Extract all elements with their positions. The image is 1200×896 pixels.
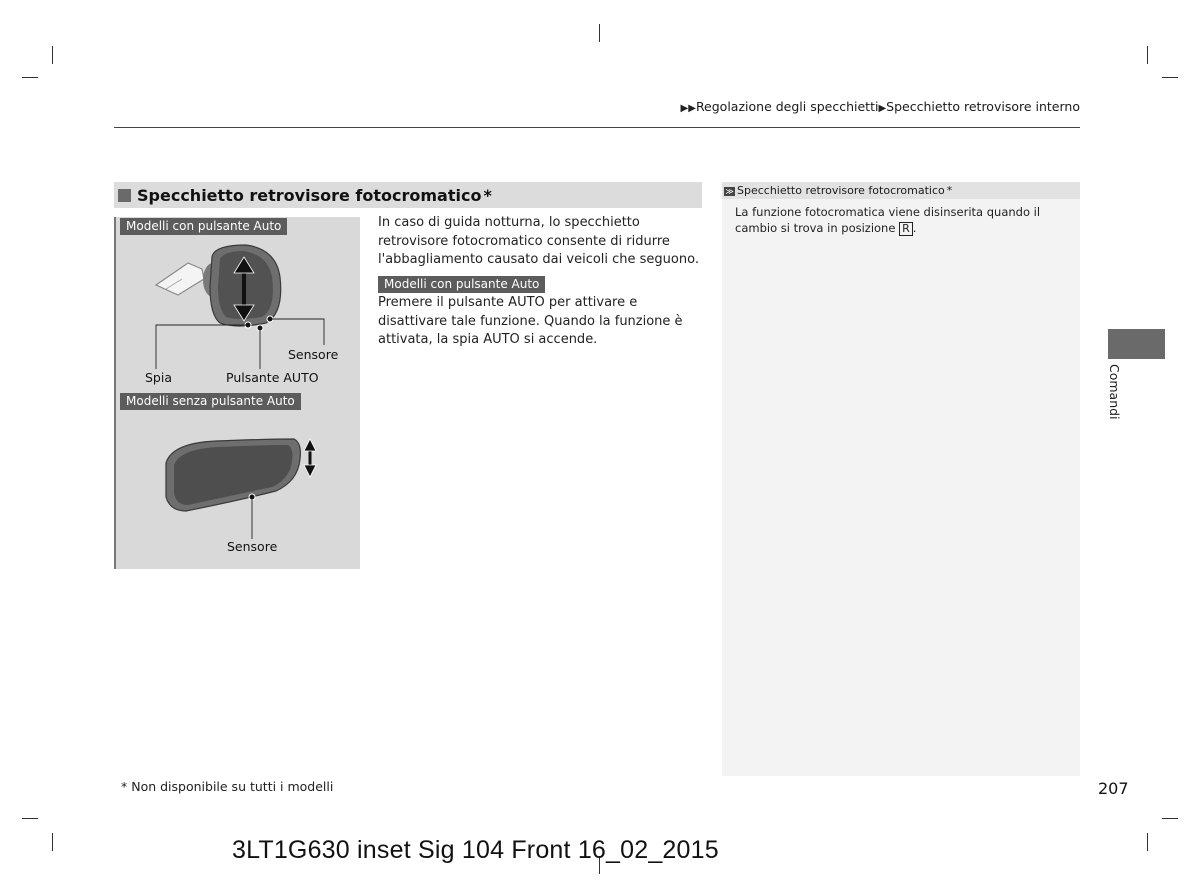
paragraph-intro: In caso di guida notturna, lo specchietto retrovisore fotocromatico consente di ridurre l'abbagliamento causato dai veicoli che seguono. bbox=[378, 215, 699, 267]
chapter-tab[interactable] bbox=[1108, 329, 1165, 359]
auto-mirror-illustration bbox=[116, 217, 360, 393]
model-tag: Modelli con pulsante Auto bbox=[378, 276, 545, 293]
crop-mark bbox=[1162, 818, 1178, 819]
leader-line-indicator bbox=[156, 325, 246, 369]
label-sensor: Sensore bbox=[227, 539, 278, 554]
double-arrow-icon: ▶▶ bbox=[680, 103, 696, 114]
side-note-heading bbox=[722, 182, 1080, 199]
side-note-asterisk: * bbox=[946, 184, 953, 197]
crop-mark bbox=[52, 46, 53, 64]
paragraph-auto-button: Premere il pulsante AUTO per attivare e disattivare tale funzione. Quando la funzione è attivata, la spia AUTO si accende. bbox=[378, 295, 683, 347]
breadcrumb-item-mirrors[interactable]: Regolazione degli specchietti bbox=[695, 99, 879, 114]
section-square-icon bbox=[118, 189, 131, 202]
section-title: Specchietto retrovisore fotocromatico bbox=[137, 185, 482, 205]
breadcrumb-item-interior-mirror[interactable]: Specchietto retrovisore interno bbox=[886, 99, 1080, 114]
print-slug: 3LT1G630 inset Sig 104 Front 16_02_2015 bbox=[232, 836, 719, 864]
side-note-sentence: La funzione fotocromatica viene disinserita quando il cambio si trova in posizione bbox=[735, 205, 1041, 235]
reference-icon: ≫ bbox=[725, 187, 734, 196]
label-auto-button: Pulsante AUTO bbox=[226, 370, 319, 385]
crop-mark bbox=[52, 833, 53, 851]
crop-mark bbox=[1162, 77, 1178, 78]
chapter-tab-label: Comandi bbox=[1107, 364, 1122, 420]
figure-tag: Modelli senza pulsante Auto bbox=[120, 393, 301, 410]
figure-no-auto-button-mirror bbox=[114, 393, 360, 569]
section-heading bbox=[114, 182, 702, 208]
arrow-icon: ▶ bbox=[878, 103, 887, 114]
breadcrumb bbox=[681, 99, 1080, 114]
crop-mark bbox=[599, 24, 600, 42]
side-note bbox=[722, 182, 1080, 776]
page-number: 207 bbox=[1098, 779, 1129, 798]
figure-tag: Modelli con pulsante Auto bbox=[120, 218, 287, 235]
side-note-period: . bbox=[912, 221, 917, 235]
arrow-up-icon bbox=[304, 439, 316, 451]
crop-mark bbox=[1147, 46, 1148, 64]
crop-mark bbox=[22, 818, 38, 819]
leader-line-sensor bbox=[272, 319, 324, 345]
side-note-title[interactable]: Specchietto retrovisore fotocromatico bbox=[737, 184, 945, 197]
figure-auto-button-mirror bbox=[114, 217, 360, 393]
footnote: * Non disponibile su tutti i modelli bbox=[121, 779, 334, 794]
gear-r-badge: R bbox=[899, 222, 913, 236]
crop-mark bbox=[1147, 833, 1148, 851]
section-asterisk: * bbox=[483, 185, 492, 205]
arrow-down-icon bbox=[304, 465, 316, 477]
mirror-mount-bracket bbox=[156, 263, 204, 295]
label-indicator: Spia bbox=[145, 370, 173, 385]
header-rule bbox=[114, 127, 1080, 128]
crop-mark bbox=[22, 77, 38, 78]
side-note-text bbox=[735, 204, 1075, 236]
label-sensor: Sensore bbox=[288, 347, 339, 362]
